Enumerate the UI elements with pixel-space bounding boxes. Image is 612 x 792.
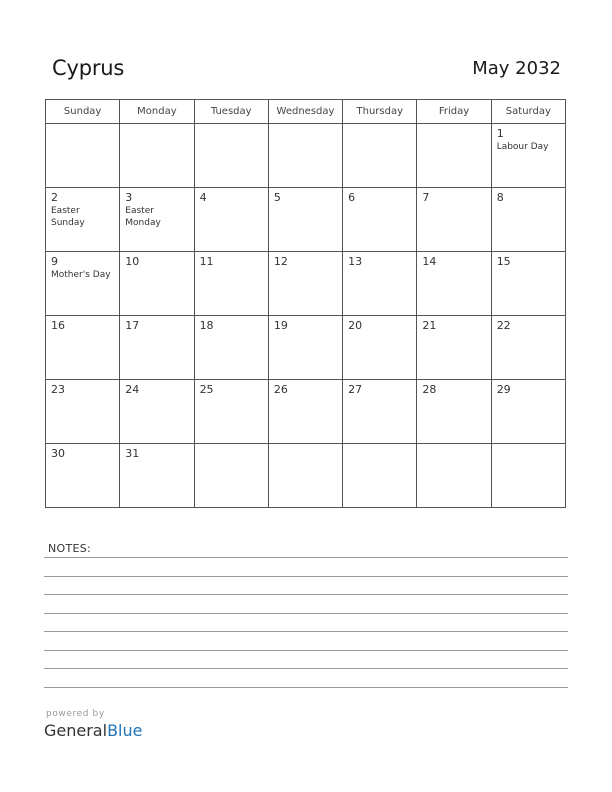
week-row: [46, 316, 566, 380]
day-cell: [268, 316, 342, 380]
day-cell: [343, 252, 417, 316]
country-title: Cyprus: [52, 56, 125, 80]
day-cell: [194, 316, 268, 380]
day-cell: [417, 316, 491, 380]
day-number: 15: [496, 255, 511, 268]
day-cell: [46, 380, 120, 444]
weekday-header: Monday: [120, 100, 194, 124]
day-cell: [343, 380, 417, 444]
weekday-header: Wednesday: [268, 100, 342, 124]
day-number: 16: [51, 319, 65, 332]
generalblue-logo[interactable]: [44, 721, 142, 740]
day-number: 3: [125, 191, 133, 204]
weekday-header-row: [46, 100, 566, 124]
day-cell: [268, 124, 342, 188]
day-number: 28: [422, 383, 437, 396]
day-cell: [120, 188, 194, 252]
day-cell: [194, 188, 268, 252]
day-number: 23: [51, 383, 65, 396]
notes-line: [44, 631, 568, 632]
brand-general: General: [44, 721, 108, 740]
notes-line: [44, 557, 568, 558]
day-number: 26: [273, 383, 288, 396]
weekday-header: Tuesday: [194, 100, 268, 124]
day-cell: [268, 188, 342, 252]
holiday-label: Labour Day: [496, 142, 549, 152]
week-row: [46, 444, 566, 508]
day-cell: [194, 124, 268, 188]
calendar-grid: [45, 99, 566, 508]
day-number: 9: [51, 255, 58, 268]
day-cell: [194, 444, 268, 508]
day-number: 7: [422, 191, 430, 204]
day-number: 24: [125, 383, 140, 396]
day-cell: [491, 252, 565, 316]
day-number: 27: [348, 383, 363, 396]
day-cell: [343, 124, 417, 188]
notes-line: [44, 687, 568, 688]
day-number: 22: [496, 319, 511, 332]
day-cell: [120, 380, 194, 444]
holiday-label: Mother's Day: [51, 270, 111, 280]
week-row: [46, 380, 566, 444]
day-cell: [417, 380, 491, 444]
day-cell: [491, 188, 565, 252]
day-number: 6: [348, 191, 356, 204]
day-cell: [343, 444, 417, 508]
day-cell: [46, 124, 120, 188]
day-cell: [491, 316, 565, 380]
day-cell: [417, 124, 491, 188]
day-number: 8: [496, 191, 504, 204]
day-cell: [120, 444, 194, 508]
weekday-header: Sunday: [46, 100, 120, 124]
day-number: 14: [422, 255, 437, 268]
month-year-title: May 2032: [472, 58, 561, 79]
day-cell: [120, 316, 194, 380]
brand-blue: Blue: [107, 721, 143, 740]
day-number: 2: [51, 191, 58, 204]
powered-by-text: powered by: [46, 709, 105, 719]
day-number: 30: [51, 447, 65, 460]
day-cell: [268, 252, 342, 316]
notes-label: NOTES:: [48, 542, 92, 555]
day-number: 10: [125, 255, 140, 268]
day-cell: [120, 252, 194, 316]
day-cell: [343, 316, 417, 380]
day-cell: [268, 380, 342, 444]
notes-line: [44, 650, 568, 651]
day-cell: [194, 252, 268, 316]
holiday-label: Easter Monday: [125, 206, 161, 228]
day-cell: [343, 188, 417, 252]
notes-line: [44, 668, 568, 669]
weekday-header: Friday: [417, 100, 491, 124]
day-cell: [268, 444, 342, 508]
day-cell: [194, 380, 268, 444]
day-number: 1: [496, 127, 504, 140]
day-number: 11: [199, 255, 214, 268]
day-number: 4: [199, 191, 207, 204]
weekday-header: Thursday: [343, 100, 417, 124]
day-cell: [46, 188, 120, 252]
day-number: 19: [273, 319, 288, 332]
notes-line: [44, 576, 568, 577]
day-cell: [491, 124, 565, 188]
weekday-header: Saturday: [491, 100, 565, 124]
day-number: 29: [496, 383, 511, 396]
day-number: 13: [348, 255, 363, 268]
day-cell: [491, 380, 565, 444]
day-cell: [120, 124, 194, 188]
notes-line: [44, 613, 568, 614]
day-number: 25: [199, 383, 214, 396]
week-row: [46, 188, 566, 252]
day-number: 18: [199, 319, 214, 332]
day-number: 12: [273, 255, 288, 268]
day-cell: [417, 444, 491, 508]
day-cell: [491, 444, 565, 508]
day-cell: [46, 444, 120, 508]
day-number: 21: [422, 319, 437, 332]
day-number: 31: [125, 447, 140, 460]
day-cell: [417, 252, 491, 316]
holiday-label: Easter Sunday: [51, 206, 85, 228]
day-number: 17: [125, 319, 140, 332]
week-row: [46, 124, 566, 188]
notes-line: [44, 594, 568, 595]
day-cell: [46, 252, 120, 316]
day-cell: [46, 316, 120, 380]
day-number: 20: [348, 319, 363, 332]
week-row: [46, 252, 566, 316]
day-cell: [417, 188, 491, 252]
day-number: 5: [273, 191, 281, 204]
